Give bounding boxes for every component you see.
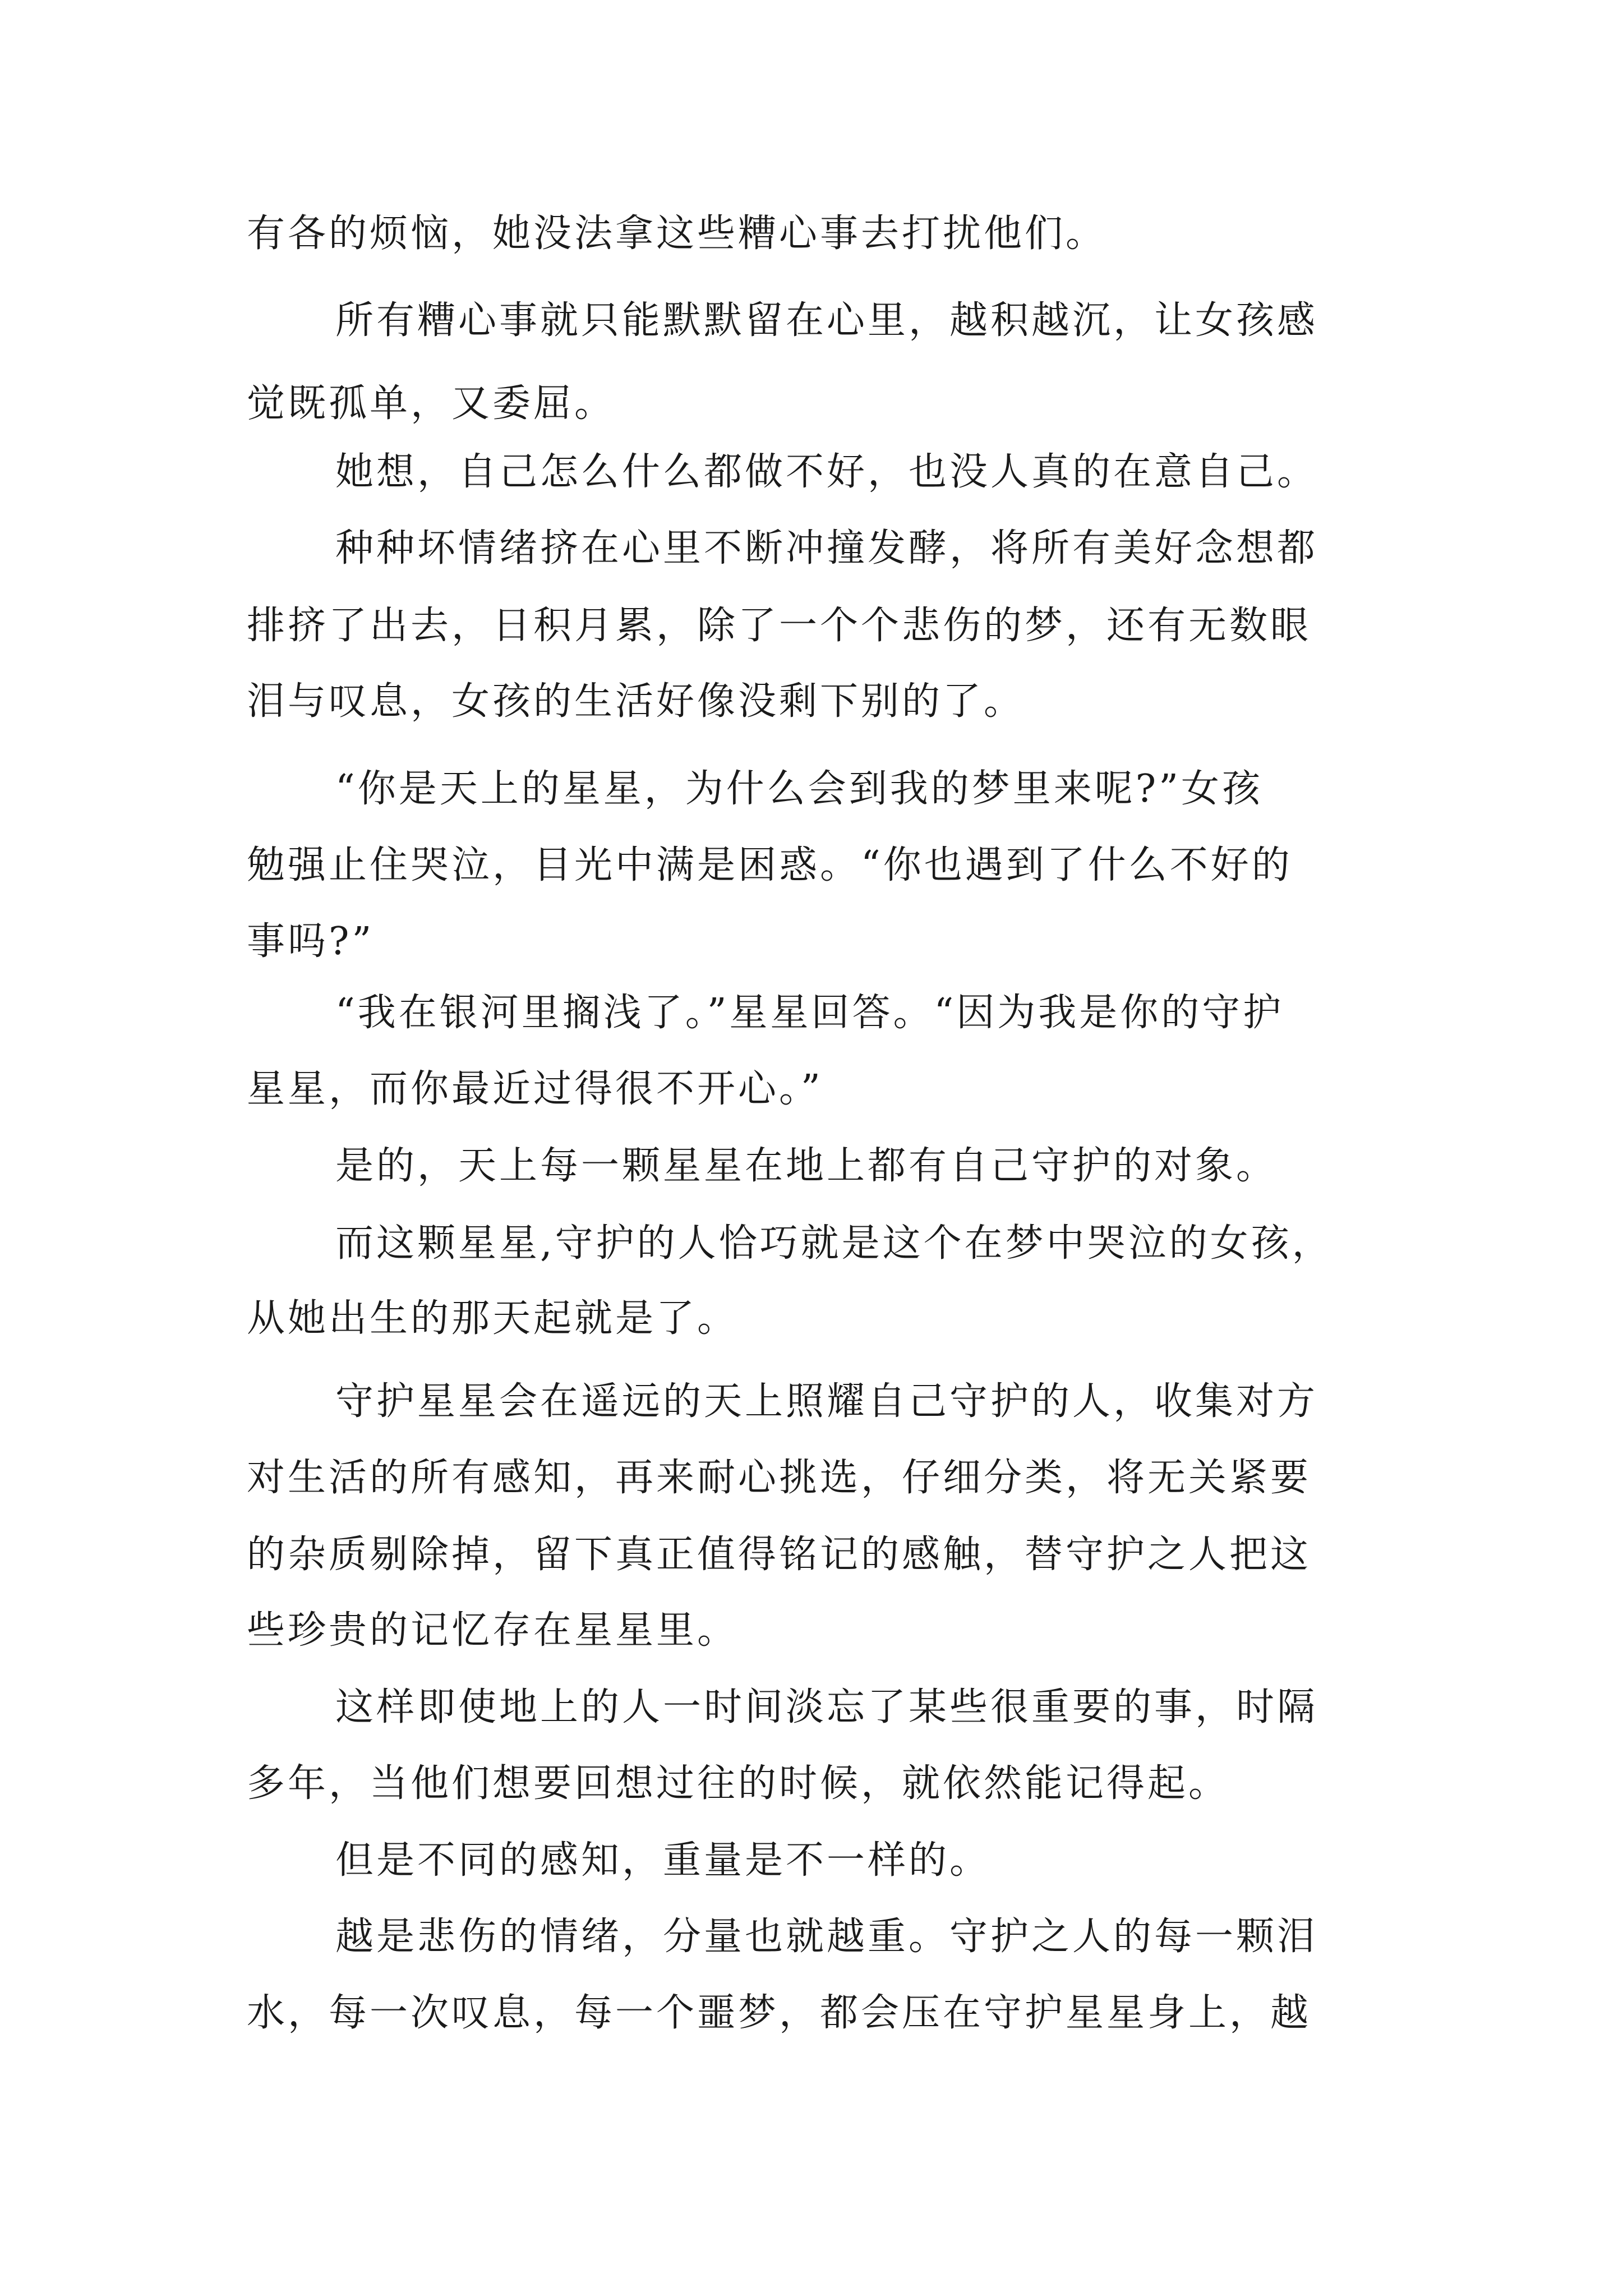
- text-line: 越是悲伤的情绪，分量也就越重。守护之人的每一颗泪: [335, 1915, 1318, 1959]
- text-line: 泪与叹息，女孩的生活好像没剩下别的了。: [247, 679, 1025, 724]
- text-line: “我在银河里搁浅了。”星星回答。“因为我是你的守护: [335, 991, 1284, 1035]
- text-line: 是的，天上每一颗星星在地上都有自己守护的对象。: [335, 1144, 1278, 1188]
- text-line: 有各的烦恼，她没法拿这些糟心事去打扰他们。: [247, 211, 1107, 256]
- text-line: 多年，当他们想要回想过往的时候，就依然能记得起。: [247, 1761, 1230, 1806]
- text-line: 的杂质剔除掉，留下真正值得铭记的感触，替守护之人把这: [247, 1533, 1312, 1577]
- text-line: 而这颗星星,守护的人恰巧就是这个在梦中哭泣的女孩，: [335, 1221, 1333, 1266]
- text-line: 守护星星会在遥远的天上照耀自己守护的人，收集对方: [335, 1379, 1318, 1424]
- text-line: 种种坏情绪挤在心里不断冲撞发酵，将所有美好念想都: [335, 526, 1318, 570]
- text-line: 所有糟心事就只能默默留在心里，越积越沉，让女孩感: [335, 298, 1318, 343]
- text-line: 从她出生的那天起就是了。: [247, 1296, 739, 1341]
- text-line: 对生活的所有感知，再来耐心挑选，仔细分类，将无关紧要: [247, 1456, 1312, 1500]
- text-line: 觉既孤单，又委屈。: [247, 381, 616, 426]
- text-line: 排挤了出去，日积月累，除了一个个悲伤的梦，还有无数眼: [247, 604, 1312, 648]
- text-line: 勉强止住哭泣，目光中满是困惑。“你也遇到了什么不好的: [247, 843, 1293, 887]
- text-line: 星星，而你最近过得很不开心。”: [247, 1067, 823, 1111]
- text-line: 水，每一次叹息，每一个噩梦，都会压在守护星星身上，越: [247, 1991, 1312, 2035]
- text-line: 她想，自己怎么什么都做不好，也没人真的在意自己。: [335, 450, 1318, 494]
- text-line: 这样即使地上的人一时间淡忘了某些很重要的事，时隔: [335, 1685, 1318, 1729]
- text-line: 但是不同的感知，重量是不一样的。: [335, 1838, 991, 1883]
- text-line: 事吗?”: [247, 919, 375, 964]
- text-line: 些珍贵的记忆存在星星里。: [247, 1608, 739, 1653]
- text-line: “你是天上的星星，为什么会到我的梦里来呢?”女孩: [335, 767, 1263, 811]
